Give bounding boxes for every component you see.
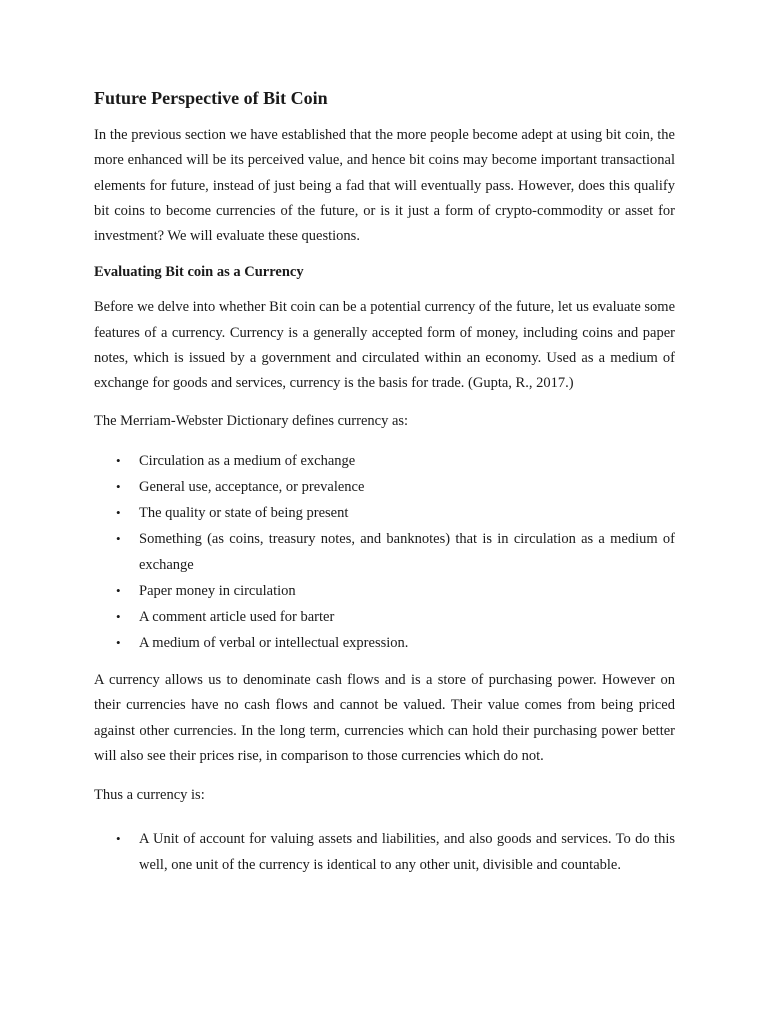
thus-intro: Thus a currency is: (94, 787, 205, 804)
intro-paragraph: In the previous section we have established that the more people become adept at using bit coin, the more enhanced will be its perceived value, and hence bit coins may become important transactional elements for future, instead of just being a fad that will eventually pass. However, does this qualify bit coins to become currencies of the future, or is it just a form of crypto-commodity or asset for investment? We will evaluate these questions. (94, 127, 675, 245)
bullet-icon: • (116, 582, 121, 598)
document-title: Future Perspective of Bit Coin (94, 88, 328, 108)
bullet-icon: • (116, 452, 121, 468)
definitions-list (94, 448, 675, 656)
dictionary-intro: The Merriam-Webster Dictionary defines currency as: (94, 412, 409, 429)
purchasing-power-paragraph: A currency allows us to denominate cash flows and is a store of purchasing power. However on their currencies have no cash flows and cannot be valued. Their value comes from being priced against other currencies. In the long term, currencies which can hold their purchasing power better will also see their prices rise, in comparison to those currencies which do not. (94, 671, 675, 764)
list-item: • The quality or state of being present (94, 500, 675, 526)
bullet-icon: • (116, 608, 121, 624)
bullet-icon: • (116, 831, 121, 847)
bullet-icon: • (116, 504, 121, 520)
bullet-icon: • (116, 634, 121, 650)
list-item: • A Unit of account for valuing assets and liabilities, and also goods and services. To do this well, one unit of the currency is identical to any other unit, divisible and countable. (94, 826, 675, 878)
bullet-icon: • (116, 530, 121, 546)
list-item: • General use, acceptance, or prevalence (94, 474, 675, 500)
list-item: • Paper money in circulation (94, 578, 675, 604)
list-item: • A comment article used for barter (94, 604, 675, 630)
list-item: • A medium of verbal or intellectual expression. (94, 630, 675, 656)
bullet-icon: • (116, 478, 121, 494)
list-item: • Circulation as a medium of exchange (94, 448, 675, 474)
section-heading: Evaluating Bit coin as a Currency (94, 264, 304, 281)
currency-traits-list (94, 826, 675, 878)
list-item: • Something (as coins, treasury notes, and banknotes) that is in circulation as a medium of exchange (94, 526, 675, 578)
document-page (94, 86, 675, 878)
currency-paragraph: Before we delve into whether Bit coin can be a potential currency of the future, let us evaluate some features of a currency. Currency is a generally accepted form of money, including coins and paper notes, which is issued by a government and circulated within an economy. Used as a medium of exchange for goods and services, currency is the basis for trade. (Gupta, R., 2017.) (94, 299, 675, 392)
